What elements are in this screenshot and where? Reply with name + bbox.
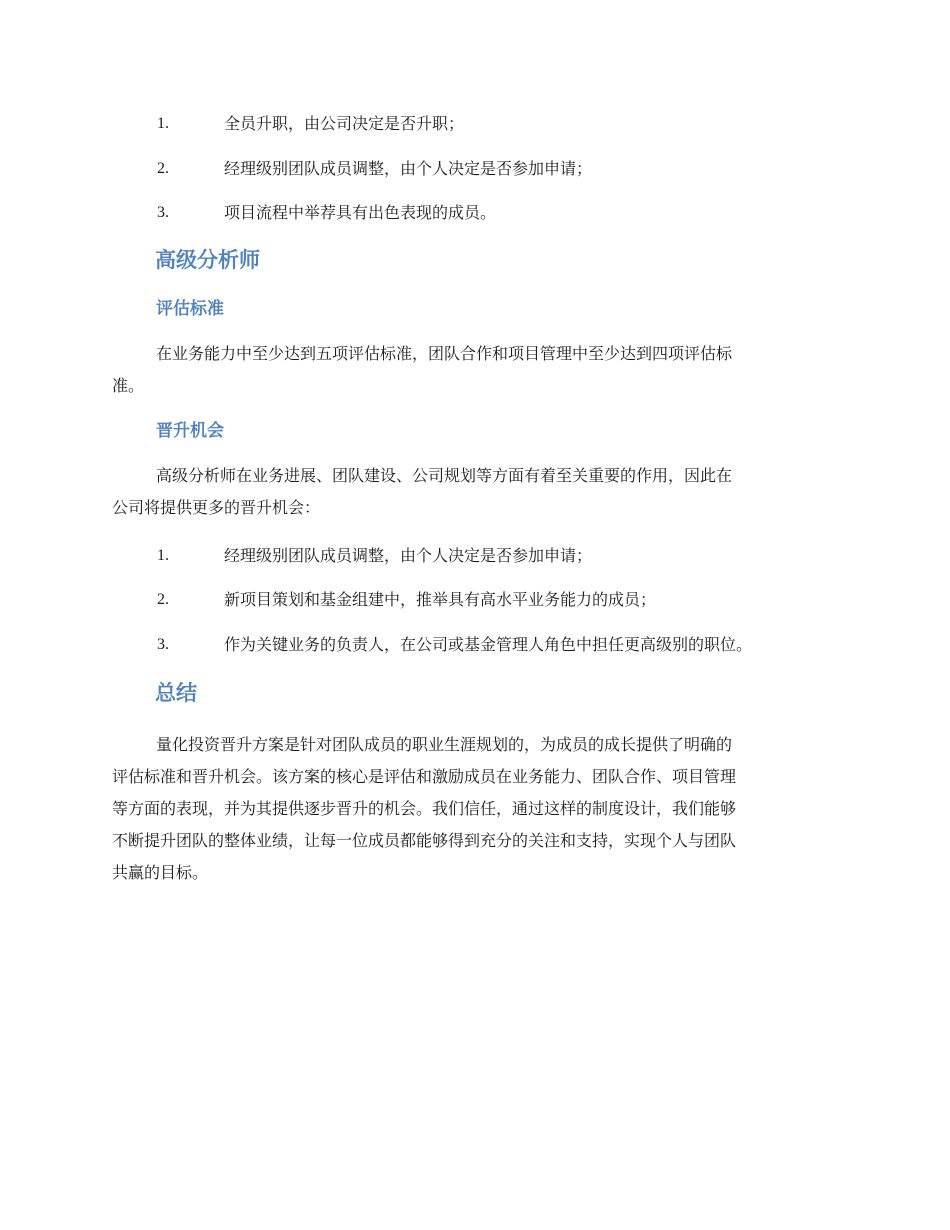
paragraph-line: 评估标准和晋升机会。该方案的核心是评估和激励成员在业务能力、团队合作、项目管理 [112, 767, 737, 786]
list-text: 作为关键业务的负责人，在公司或基金管理人角色中担任更高级别的职位。 [224, 635, 753, 654]
list-item [157, 588, 857, 612]
summary-paragraph [112, 729, 840, 889]
list-item [157, 157, 857, 181]
paragraph-line: 高级分析师在业务进展、团队建设、公司规划等方面有着至关重要的作用，因此在 [156, 466, 733, 485]
subsection-heading-promotion: 晋升机会 [156, 421, 224, 441]
list-number: 2. [157, 591, 169, 608]
list-item [157, 633, 857, 657]
list-item [157, 201, 857, 225]
list-item [157, 112, 857, 136]
list-text: 新项目策划和基金组建中，推举具有高水平业务能力的成员； [224, 590, 657, 609]
list-number: 1. [157, 547, 169, 564]
list-number: 1. [157, 115, 169, 132]
paragraph-line: 量化投资晋升方案是针对团队成员的职业生涯规划的，为成员的成长提供了明确的 [156, 735, 733, 754]
list-text: 经理级别团队成员调整，由个人决定是否参加申请； [224, 546, 593, 565]
section-heading-senior-analyst: 高级分析师 [155, 248, 260, 272]
list-text: 经理级别团队成员调整，由个人决定是否参加申请； [224, 159, 593, 178]
paragraph-line: 公司将提供更多的晋升机会： [112, 498, 321, 517]
list-text: 全员升职，由公司决定是否升职； [224, 114, 465, 133]
paragraph-line: 不断提升团队的整体业绩，让每一位成员都能够得到充分的关注和支持，实现个人与团队 [112, 831, 737, 850]
paragraph-line: 准。 [112, 376, 145, 395]
list-number: 3. [157, 204, 169, 221]
list-text: 项目流程中举荐具有出色表现的成员。 [224, 203, 497, 222]
list-number: 3. [157, 636, 169, 653]
section-heading-summary: 总结 [155, 681, 197, 705]
list-item [157, 544, 857, 568]
subsection-heading-criteria: 评估标准 [156, 299, 224, 319]
criteria-paragraph [112, 338, 840, 402]
promotion-paragraph [112, 460, 840, 524]
list-number: 2. [157, 160, 169, 177]
paragraph-line: 在业务能力中至少达到五项评估标准，团队合作和项目管理中至少达到四项评估标 [156, 344, 733, 363]
paragraph-line: 等方面的表现，并为其提供逐步晋升的机会。我们信任，通过这样的制度设计，我们能够 [112, 799, 737, 818]
paragraph-line: 共赢的目标。 [112, 863, 209, 882]
